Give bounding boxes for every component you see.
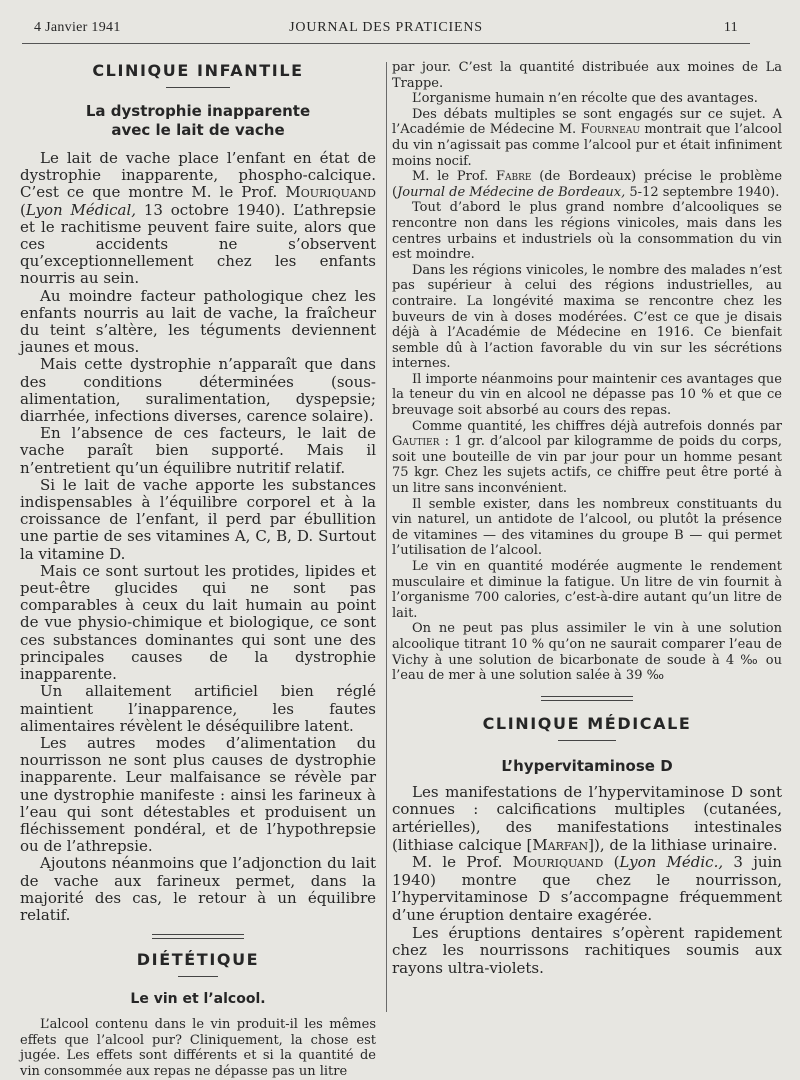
header-rule (22, 43, 750, 44)
article-body-vin-start (20, 1017, 376, 1079)
paragraph: Les autres modes d’alimentation du nourrisson ne sont plus causes de dystrophie inapparente. Leur malfaisance se révèle par une dystrophie manifeste : ainsi les farineux à l’eau qui sont détestables et produisent un fléchissement pondéral, et de l’hypothrepsie ou de l’athrepsie. (20, 733, 376, 856)
paragraph: Mais ce sont surtout les protides, lipides et peut-être glucides qui ne sont pas comparables à ceux du lait humain au point de vue physio-chimique et biologique, ce sont ces substances dominantes qui sont une des principales causes de la dystrophie inapparente. (20, 561, 376, 684)
running-head (34, 20, 738, 38)
column-rule (386, 62, 387, 1012)
paragraph: par jour. C’est la quantité distribuée aux moines de La Trappe. (392, 60, 782, 91)
journal-citation: Lyon Médic., (619, 853, 724, 872)
right-column (392, 60, 782, 977)
paragraph: L’organisme humain n’en récolte que des avantages. (412, 91, 758, 107)
journal-name: JOURNAL DES PRATICIENS (289, 20, 483, 35)
paragraph: Les éruptions dentaires s’opèrent rapidement chez les nourrissons rachitiques soumis aux rayons ultra-violets. (392, 923, 782, 977)
article-title-dystrophie (20, 102, 376, 140)
author-name: Mouriquand (285, 183, 376, 202)
paragraph: Au moindre facteur pathologique chez les enfants nourris au lait de vache, la fraîcheur du teint s’altère, les téguments deviennent jaunes et mous. (20, 286, 376, 357)
paragraph: M. le Prof. Fabre (de Bordeaux) précise le problème (Journal de Médecine de Bordeaux, 5-12 septembre 1940). (392, 169, 783, 200)
article-title-line1: La dystrophie inapparente (85, 102, 311, 120)
paragraph: Il semble exister, dans les nombreux constituants du vin naturel, un antidote de l’alcool, ou plutôt la présence de vitamines — des vitamines du groupe B — qui permet l’utilisation de l’alcool. (392, 496, 782, 559)
article-title-line2: avec le lait de vache (111, 121, 285, 139)
paragraph: M. le Prof. Mouriquand (Lyon Médic., 3 juin 1940) montre que chez le nourrisson, l’hypervitaminose D s’accompagne fréquemment d’une éruption dentaire exagérée. (392, 853, 782, 924)
section-title-dietetique: DIÉTÉTIQUE (136, 950, 260, 970)
section-title-clinique-infantile: CLINIQUE INFANTILE (92, 61, 304, 80)
section-title-clinique-medicale: CLINIQUE MÉDICALE (482, 713, 692, 733)
paragraph: Comme quantité, les chiffres déjà autrefois donnés par Gautier : 1 gr. d’alcool par kilogramme de poids du corps, soit une bouteille de vin par jour pour un homme pesant 75 kgr. Chez les sujets actifs, ce chiffre peut être porté à un litre sans inconvénient. (392, 418, 782, 497)
paragraph: Dans les régions vinicoles, le nombre des malades n’est pas supérieur à celui des régions industrielles, au contraire. La longévité maxima se rencontre chez les buveurs de vin à doses modérées. C’est ce que je disais déjà à l’Académie de Médecine en 1916. Ce bienfait semble dû à l’action favorable du vin sur les sécrétions internes. (392, 262, 782, 372)
author-name: Gautier (392, 434, 440, 450)
paragraph: Tout d’abord le plus grand nombre d’alcooliques se rencontre non dans les régions vinicoles, mais dans les centres urbains et industriels où la consommation du vin est moindre. (392, 200, 782, 263)
journal-citation: Lyon Médical, (25, 200, 137, 219)
paragraph: En l’absence de ces facteurs, le lait de vache paraît bien supporté. Mais il n’entretient qu’un équilibre nutritif relatif. (20, 424, 376, 477)
paragraph: Mais cette dystrophie n’apparaît que dans des conditions déterminées (sous-alimentation, suralimentation, dyspepsie; diarrhée, infections diverses, carence solaire). (20, 355, 376, 426)
paragraph: L’alcool contenu dans le vin produit-il les mêmes effets que l’alcool pur? Cliniquement, la chose est jugée. Les effets sont différents et si la quantité de vin consommée aux repas ne dépasse pas un litre (20, 1017, 376, 1079)
article-body-dystrophie (20, 150, 376, 924)
page-number: 11 (723, 20, 738, 35)
paragraph: Le vin en quantité modérée augmente le rendement musculaire et diminue la fatigue. Un litre de vin fournit à l’organisme 700 calories, c’est-à-dire autant qu’un litre de lait. (392, 559, 782, 621)
paragraph: On ne peut pas plus assimiler le vin à une solution alcoolique titrant 10 % qu’on ne saurait comparer l’eau de Vichy à une solution de bicarbonate de soude à 4 ‰ ou l’eau de mer à une solution salée à 39 ‰ (392, 621, 782, 684)
paragraph: Un allaitement artificiel bien réglé maintient l’inapparence, les fautes alimentaires révèlent le déséquilibre latent. (20, 682, 376, 735)
journal-citation: Journal de Médecine de Bordeaux, (397, 184, 626, 200)
paragraph: Les manifestations de l’hypervitaminose D sont connues : calcifications multiples (cutanées, artérielles), des manifestations intestinales (lithiase calcique [Marfan]), de la lithiase urinaire. (392, 782, 782, 854)
author-name: Marfan (532, 835, 589, 854)
left-column (20, 60, 376, 1080)
author-name: Fourneau (580, 122, 640, 138)
author-name: Fabre (495, 169, 532, 185)
paragraph: Il importe néanmoins pour maintenir ces avantages que la teneur du vin en alcool ne dépasse pas 10 % et que ce breuvage soit absorbé au cours des repas. (392, 371, 782, 419)
article-body-hypervitaminose (392, 784, 782, 978)
issue-date: 4 Janvier 1941 (34, 20, 121, 35)
author-name: Mouriquand (512, 853, 604, 872)
article-title-vin: Le vin et l’alcool. (130, 991, 266, 1008)
paragraph: Le lait de vache place l’enfant en état de dystrophie inapparente, phospho-calcique. C’est ce que montre M. le Prof. Mouriquand (Lyon Médical, 13 octobre 1940). L’athrepsie et le rachitisme peuvent faire suite, alors que ces accidents ne s’observent qu’exceptionnellement chez les enfants nourris au sein. (20, 149, 376, 288)
paragraph: Des débats multiples se sont engagés sur ce sujet. A l’Académie de Médecine M. Fourneau montrait que l’alcool du vin n’agissait pas comme l’alcool pur et était infiniment moins nocif. (392, 106, 782, 169)
article-title-hypervitaminose: L’hypervitaminose D (501, 756, 673, 775)
paragraph: Ajoutons néanmoins que l’adjonction du lait de vache aux farineux permet, dans la majorité des cas, le retour à un équilibre relatif. (20, 854, 376, 924)
paragraph: Si le lait de vache apporte les substances indispensables à l’équilibre corporel et à la croissance de l’enfant, il perd par ébullition une partie de ses vitamines A, C, B, D. Surtout la vitamine D. (20, 475, 376, 563)
article-body-vin-cont (392, 60, 782, 684)
